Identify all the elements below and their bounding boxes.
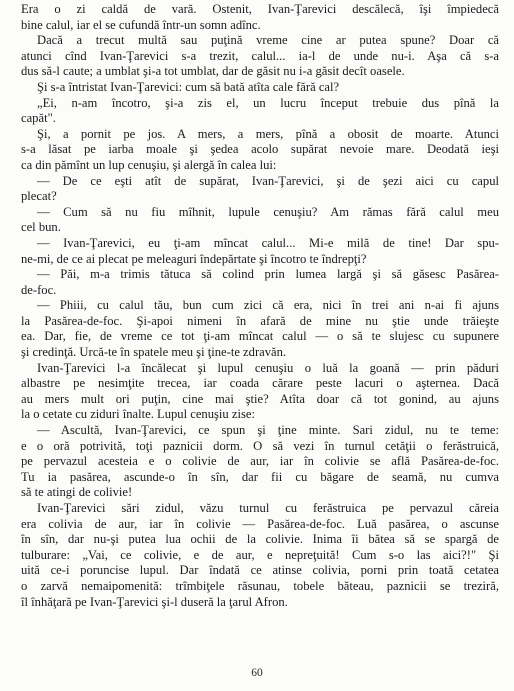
text-line: atunci cînd Ivan-Ţarevici s-a trezit, calul... ia-l de unde nu-i. Aşa că s-a — [21, 48, 499, 63]
text-line: — Păi, m-a trimis tătuca să colind prin lumea largă şi să găsesc Pasărea- — [37, 267, 499, 282]
text-line: Şi, a pornit pe jos. A mers, a mers, pînă a obosit de moarte. Atunci — [37, 126, 499, 141]
text-line: au mers mult ori puţin, cine mai ştie? Atîta doar că tot gonind, au ajuns — [21, 391, 499, 406]
text-line: dus să-l caute; a umblat şi-a tot umblat, dar de găsit nu i-a găsit decît oasele. — [21, 64, 405, 79]
text-line: Şi s-a întristat Ivan-Ţarevici: cum să bată atîta cale fără cal? — [37, 79, 340, 94]
text-line: e o oră potrivită, toţi paznicii dorm. O să vezi în turnul cetăţii o ferăstruică, — [21, 438, 499, 453]
text-line: — Ascultă, Ivan-Ţarevici, ce spun şi ţine minte. Sari zidul, nu te teme: — [37, 423, 499, 438]
page-number: 60 — [251, 667, 263, 679]
text-line: o zarvă nemaipomenită: trîmbiţele răsunau, tobele băteau, paznicii se treziră, — [21, 578, 499, 593]
text-line: „Ei, n-am încotro, şi-a zis el, un lucru început trebuie dus pînă la — [37, 95, 499, 110]
text-line: uită ce-i poruncise lupul. Dar îndată ce atinse colivia, porni prin toată cetatea — [21, 563, 499, 578]
text-line: — Cum să nu fiu mîhnit, lupule cenuşiu? Am rămas fără calul meu — [37, 204, 499, 219]
text-line: Dacă a trecut multă sau puţină vreme cine ar putea spune? Doar că — [37, 33, 499, 48]
text-line: la Pasărea-de-foc. Şi-apoi nimeni în afară de mine nu ştie unde trăieşte — [21, 313, 499, 328]
text-line: — Phiii, cu calul tău, bun cum zici că era, nici în trei ani n-ai fi ajuns — [37, 298, 499, 313]
text-line: bine calul, iar el se cufundă într-un somn adînc. — [21, 17, 261, 32]
text-line: — De ce eşti atît de supărat, Ivan-Ţarevici, şi de şezi aici cu capul — [37, 173, 499, 188]
text-line: s-a lăsat pe iarba moale şi şedea acolo supărat nevoie mare. Deodată ieşi — [21, 142, 499, 157]
text-line: ca din pămînt un lup cenuşiu, şi alergă în calea lui: — [21, 157, 277, 172]
text-line: plecat? — [21, 189, 57, 204]
text-line: albastre pe nesimţite trecea, iar coada cărare peste lacuri o aşternea. Dacă — [21, 376, 499, 391]
text-line: să te atingi de colivie! — [21, 485, 133, 500]
body-text — [21, 2, 499, 610]
text-line: pe pervazul acesteia e o colivie de aur, iar în colivie se află Pasărea-de-foc. — [21, 454, 499, 469]
text-line: ea. Dar, fie, de vreme ce tot ţi-am mîncat calul — o să te slujesc cu supunere — [21, 329, 499, 344]
text-line: Ivan-Ţarevici l-a încălecat şi lupul cenuşiu o luă la goană — prin păduri — [37, 360, 499, 375]
text-line: ne-mi, de ce ai plecat pe meleaguri îndepărtate şi încotro te îndrepţi? — [21, 251, 367, 266]
text-line: Ivan-Ţarevici sări zidul, văzu turnul cu ferăstruica pe pervazul căreia — [37, 501, 499, 515]
text-line: tulburare: „Vai, ce colivie, e de aur, e nepreţuită! Cum s-o las aici?!" Şi — [21, 547, 499, 562]
text-line: în sîn, dar nu-şi putea lua ochii de la colivie. Inima îi bătea să se spargă de — [21, 532, 499, 547]
text-line: la o cetate cu ziduri înalte. Lupul cenuşiu zise: — [21, 407, 255, 422]
text-line: îl înhăţară pe Ivan-Ţarevici şi-l duseră la ţarul Afron. — [21, 594, 288, 609]
text-line: de-foc. — [21, 282, 57, 297]
text-line: cel bun. — [21, 220, 61, 235]
text-line: Tu ia pasărea, ascunde-o în sîn, dar fii cu băgare de seamă, nu cumva — [21, 469, 499, 484]
text-line: — Ivan-Ţarevici, eu ţi-am mîncat calul... Mi-e milă de tine! Dar spu- — [37, 235, 499, 250]
text-line: era colivia de aur, iar în colivie — Pasărea-de-foc. Luă pasărea, o ascunse — [21, 516, 499, 531]
text-line: capăt". — [21, 111, 56, 126]
text-line: Era o zi caldă de vară. Ostenit, Ivan-Ţarevici descălecă, îşi împiedecă — [21, 2, 499, 16]
text-line: şi credinţă. Urcă-te în spatele meu şi ţine-te zdravăn. — [21, 345, 287, 360]
